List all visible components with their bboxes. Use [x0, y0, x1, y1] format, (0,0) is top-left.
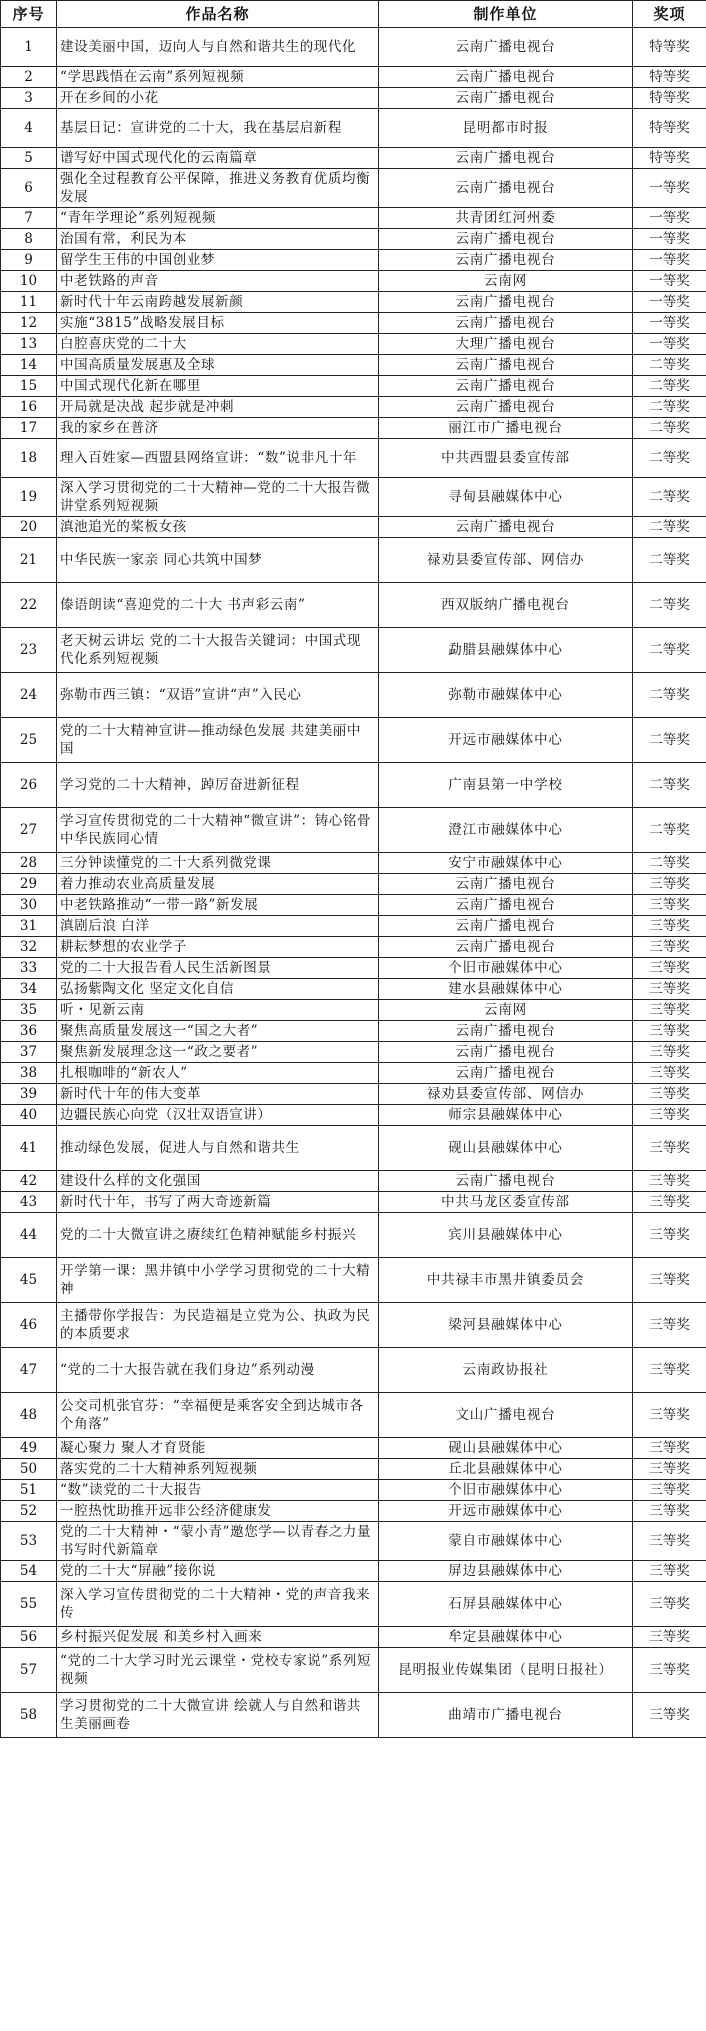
work-title-cell: 治国有常，利民为本 [57, 229, 379, 250]
producer-cell: 曲靖市广播电视台 [379, 1693, 633, 1738]
award-cell: 二等奖 [633, 808, 706, 853]
table-row [1, 1126, 706, 1171]
producer-cell: 云南政协报社 [379, 1348, 633, 1393]
award-cell: 三等奖 [633, 1522, 706, 1561]
work-title-cell: 建设美丽中国，迈向人与自然和谐共生的现代化 [57, 28, 379, 67]
table-row [1, 169, 706, 208]
row-number-cell: 11 [1, 292, 57, 313]
work-title-cell: 中老铁路推动“一带一路”新发展 [57, 895, 379, 916]
table-row [1, 1561, 706, 1582]
row-number-cell: 34 [1, 979, 57, 1000]
producer-cell: 云南广播电视台 [379, 1021, 633, 1042]
award-cell: 一等奖 [633, 313, 706, 334]
work-title-cell: 党的二十大报告看人民生活新图景 [57, 958, 379, 979]
work-title-cell: 主播带你学报告：为民造福是立党为公、执政为民的本质要求 [57, 1303, 379, 1348]
table-row [1, 1084, 706, 1105]
work-title-cell: 建设什么样的文化强国 [57, 1171, 379, 1192]
producer-cell: 云南广播电视台 [379, 1171, 633, 1192]
row-number-cell: 55 [1, 1582, 57, 1627]
award-cell: 三等奖 [633, 958, 706, 979]
table-row [1, 1258, 706, 1303]
work-title-cell: 党的二十大精神・“蒙小青”邀您学—以青春之力量书写时代新篇章 [57, 1522, 379, 1561]
work-title-cell: 中华民族一家亲 同心共筑中国梦 [57, 538, 379, 583]
table-row [1, 397, 706, 418]
table-row [1, 1303, 706, 1348]
work-title-cell: 新时代十年云南跨越发展新颜 [57, 292, 379, 313]
producer-cell: 云南广播电视台 [379, 517, 633, 538]
table-body [1, 28, 706, 1738]
table-row [1, 1348, 706, 1393]
work-title-cell: 弘扬紫陶文化 坚定文化自信 [57, 979, 379, 1000]
producer-cell: 共青团红河州委 [379, 208, 633, 229]
producer-cell: 云南网 [379, 1000, 633, 1021]
table-row [1, 313, 706, 334]
producer-cell: 云南广播电视台 [379, 355, 633, 376]
producer-cell: 云南广播电视台 [379, 88, 633, 109]
producer-cell: 云南广播电视台 [379, 916, 633, 937]
row-number-cell: 35 [1, 1000, 57, 1021]
award-cell: 三等奖 [633, 1084, 706, 1105]
row-number-cell: 42 [1, 1171, 57, 1192]
producer-cell: 牟定县融媒体中心 [379, 1627, 633, 1648]
work-title-cell: 傣语朗读“喜迎党的二十大 书声彩云南” [57, 583, 379, 628]
row-number-cell: 29 [1, 874, 57, 895]
table-row [1, 1192, 706, 1213]
row-number-cell: 27 [1, 808, 57, 853]
work-title-cell: 开局就是决战 起步就是冲刺 [57, 397, 379, 418]
row-number-cell: 56 [1, 1627, 57, 1648]
work-title-cell: 党的二十大精神宣讲—推动绿色发展 共建美丽中国 [57, 718, 379, 763]
award-cell: 三等奖 [633, 1648, 706, 1693]
table-row [1, 979, 706, 1000]
row-number-cell: 31 [1, 916, 57, 937]
table-row [1, 763, 706, 808]
row-number-cell: 8 [1, 229, 57, 250]
producer-cell: 云南广播电视台 [379, 895, 633, 916]
award-cell: 三等奖 [633, 1063, 706, 1084]
award-cell: 一等奖 [633, 334, 706, 355]
award-cell: 三等奖 [633, 874, 706, 895]
row-number-cell: 26 [1, 763, 57, 808]
producer-cell: 云南广播电视台 [379, 874, 633, 895]
row-number-cell: 16 [1, 397, 57, 418]
row-number-cell: 38 [1, 1063, 57, 1084]
award-cell: 一等奖 [633, 250, 706, 271]
work-title-cell: 着力推动农业高质量发展 [57, 874, 379, 895]
producer-cell: 云南广播电视台 [379, 169, 633, 208]
work-title-cell: “学思践悟在云南”系列短视频 [57, 67, 379, 88]
table-row [1, 376, 706, 397]
producer-cell: 师宗县融媒体中心 [379, 1105, 633, 1126]
award-cell: 特等奖 [633, 88, 706, 109]
row-number-cell: 49 [1, 1438, 57, 1459]
work-title-cell: 扎根咖啡的“新农人” [57, 1063, 379, 1084]
work-title-cell: 谱写好中国式现代化的云南篇章 [57, 148, 379, 169]
table-row [1, 67, 706, 88]
award-cell: 三等奖 [633, 1582, 706, 1627]
table-row [1, 28, 706, 67]
table-row [1, 1021, 706, 1042]
header-work-title: 作品名称 [57, 1, 379, 28]
producer-cell: 禄劝县委宣传部、网信办 [379, 538, 633, 583]
table-row [1, 250, 706, 271]
work-title-cell: 深入学习宣传贯彻党的二十大精神・党的声音我来传 [57, 1582, 379, 1627]
producer-cell: 梁河县融媒体中心 [379, 1303, 633, 1348]
table-row [1, 478, 706, 517]
producer-cell: 丘北县融媒体中心 [379, 1459, 633, 1480]
work-title-cell: 聚焦新发展理念这一“政之要者” [57, 1042, 379, 1063]
work-title-cell: 学习宣传贯彻党的二十大精神“微宣讲”：铸心铭骨中华民族同心情 [57, 808, 379, 853]
table-row [1, 1393, 706, 1438]
work-title-cell: 三分钟读懂党的二十大系列微党课 [57, 853, 379, 874]
work-title-cell: 中国式现代化新在哪里 [57, 376, 379, 397]
table-row [1, 334, 706, 355]
award-cell: 三等奖 [633, 1000, 706, 1021]
producer-cell: 安宁市融媒体中心 [379, 853, 633, 874]
work-title-cell: 公交司机张官芬：“幸福便是乘客安全到达城市各个角落” [57, 1393, 379, 1438]
award-cell: 特等奖 [633, 148, 706, 169]
table-row [1, 1105, 706, 1126]
producer-cell: 云南广播电视台 [379, 250, 633, 271]
table-row [1, 1480, 706, 1501]
award-cell: 二等奖 [633, 418, 706, 439]
table-row [1, 1213, 706, 1258]
work-title-cell: “党的二十大学习时光云课堂・党校专家说”系列短视频 [57, 1648, 379, 1693]
row-number-cell: 57 [1, 1648, 57, 1693]
row-number-cell: 20 [1, 517, 57, 538]
table-row [1, 109, 706, 148]
award-cell: 二等奖 [633, 478, 706, 517]
row-number-cell: 51 [1, 1480, 57, 1501]
row-number-cell: 15 [1, 376, 57, 397]
row-number-cell: 10 [1, 271, 57, 292]
row-number-cell: 14 [1, 355, 57, 376]
header-producer: 制作单位 [379, 1, 633, 28]
award-cell: 三等奖 [633, 1258, 706, 1303]
work-title-cell: 老天树云讲坛 党的二十大报告关键词：中国式现代化系列短视频 [57, 628, 379, 673]
producer-cell: 广南县第一中学校 [379, 763, 633, 808]
row-number-cell: 1 [1, 28, 57, 67]
producer-cell: 云南广播电视台 [379, 28, 633, 67]
work-title-cell: 边疆民族心向党（汉壮双语宣讲） [57, 1105, 379, 1126]
row-number-cell: 52 [1, 1501, 57, 1522]
work-title-cell: “党的二十大报告就在我们身边”系列动漫 [57, 1348, 379, 1393]
table-row [1, 628, 706, 673]
row-number-cell: 5 [1, 148, 57, 169]
producer-cell: 云南广播电视台 [379, 229, 633, 250]
producer-cell: 云南广播电视台 [379, 376, 633, 397]
row-number-cell: 40 [1, 1105, 57, 1126]
work-title-cell: 我的家乡在普济 [57, 418, 379, 439]
table-row [1, 1000, 706, 1021]
table-row [1, 1063, 706, 1084]
award-cell: 二等奖 [633, 517, 706, 538]
producer-cell: 云南广播电视台 [379, 397, 633, 418]
producer-cell: 云南广播电视台 [379, 937, 633, 958]
award-cell: 二等奖 [633, 376, 706, 397]
award-cell: 三等奖 [633, 895, 706, 916]
award-cell: 特等奖 [633, 67, 706, 88]
work-title-cell: 滇池追光的桨板女孩 [57, 517, 379, 538]
table-row [1, 1501, 706, 1522]
row-number-cell: 3 [1, 88, 57, 109]
row-number-cell: 37 [1, 1042, 57, 1063]
row-number-cell: 13 [1, 334, 57, 355]
table-row [1, 517, 706, 538]
table-row [1, 673, 706, 718]
producer-cell: 澄江市融媒体中心 [379, 808, 633, 853]
award-cell: 三等奖 [633, 1501, 706, 1522]
work-title-cell: 中国高质量发展惠及全球 [57, 355, 379, 376]
work-title-cell: 乡村振兴促发展 和美乡村入画来 [57, 1627, 379, 1648]
row-number-cell: 21 [1, 538, 57, 583]
producer-cell: 云南网 [379, 271, 633, 292]
row-number-cell: 17 [1, 418, 57, 439]
producer-cell: 昆明报业传媒集团（昆明日报社） [379, 1648, 633, 1693]
row-number-cell: 12 [1, 313, 57, 334]
work-title-cell: 聚焦高质量发展这一“国之大者” [57, 1021, 379, 1042]
row-number-cell: 18 [1, 439, 57, 478]
table-row [1, 1582, 706, 1627]
table-row [1, 1627, 706, 1648]
producer-cell: 云南广播电视台 [379, 148, 633, 169]
table-row [1, 229, 706, 250]
row-number-cell: 32 [1, 937, 57, 958]
row-number-cell: 4 [1, 109, 57, 148]
producer-cell: 大理广播电视台 [379, 334, 633, 355]
table-header [1, 1, 706, 28]
producer-cell: 禄劝县委宣传部、网信办 [379, 1084, 633, 1105]
table-row [1, 208, 706, 229]
table-row [1, 88, 706, 109]
producer-cell: 文山广播电视台 [379, 1393, 633, 1438]
row-number-cell: 41 [1, 1126, 57, 1171]
producer-cell: 蒙自市融媒体中心 [379, 1522, 633, 1561]
work-title-cell: 实施“3815”战略发展目标 [57, 313, 379, 334]
producer-cell: 云南广播电视台 [379, 1063, 633, 1084]
award-cell: 三等奖 [633, 1480, 706, 1501]
work-title-cell: 中老铁路的声音 [57, 271, 379, 292]
header-number: 序号 [1, 1, 57, 28]
row-number-cell: 58 [1, 1693, 57, 1738]
award-cell: 一等奖 [633, 292, 706, 313]
producer-cell: 中共马龙区委宣传部 [379, 1192, 633, 1213]
row-number-cell: 28 [1, 853, 57, 874]
row-number-cell: 50 [1, 1459, 57, 1480]
work-title-cell: 强化全过程教育公平保障，推进义务教育优质均衡发展 [57, 169, 379, 208]
producer-cell: 宾川县融媒体中心 [379, 1213, 633, 1258]
table-row [1, 1042, 706, 1063]
work-title-cell: 滇剧后浪 白洋 [57, 916, 379, 937]
award-cell: 三等奖 [633, 937, 706, 958]
award-cell: 一等奖 [633, 229, 706, 250]
table-row [1, 1522, 706, 1561]
row-number-cell: 45 [1, 1258, 57, 1303]
row-number-cell: 48 [1, 1393, 57, 1438]
award-cell: 二等奖 [633, 718, 706, 763]
award-cell: 一等奖 [633, 271, 706, 292]
award-cell: 二等奖 [633, 628, 706, 673]
row-number-cell: 43 [1, 1192, 57, 1213]
producer-cell: 石屏县融媒体中心 [379, 1582, 633, 1627]
award-cell: 二等奖 [633, 397, 706, 418]
table-row [1, 1171, 706, 1192]
award-cell: 二等奖 [633, 673, 706, 718]
award-cell: 三等奖 [633, 1042, 706, 1063]
row-number-cell: 30 [1, 895, 57, 916]
work-title-cell: 听・见新云南 [57, 1000, 379, 1021]
producer-cell: 西双版纳广播电视台 [379, 583, 633, 628]
award-cell: 三等奖 [633, 1105, 706, 1126]
row-number-cell: 39 [1, 1084, 57, 1105]
work-title-cell: 党的二十大微宣讲之赓续红色精神赋能乡村振兴 [57, 1213, 379, 1258]
producer-cell: 勐腊县融媒体中心 [379, 628, 633, 673]
table-row [1, 916, 706, 937]
work-title-cell: 理入百姓家—西盟县网络宣讲：“数”说非凡十年 [57, 439, 379, 478]
table-row [1, 148, 706, 169]
producer-cell: 昆明都市时报 [379, 109, 633, 148]
award-cell: 二等奖 [633, 853, 706, 874]
producer-cell: 丽江市广播电视台 [379, 418, 633, 439]
award-cell: 二等奖 [633, 763, 706, 808]
award-cell: 三等奖 [633, 1213, 706, 1258]
award-cell: 二等奖 [633, 583, 706, 628]
award-cell: 三等奖 [633, 1393, 706, 1438]
work-title-cell: 新时代十年，书写了两大奇迹新篇 [57, 1192, 379, 1213]
work-title-cell: 开学第一课：黑井镇中小学学习贯彻党的二十大精神 [57, 1258, 379, 1303]
header-award: 奖项 [633, 1, 706, 28]
row-number-cell: 33 [1, 958, 57, 979]
row-number-cell: 19 [1, 478, 57, 517]
table-row [1, 292, 706, 313]
row-number-cell: 44 [1, 1213, 57, 1258]
table-row [1, 1459, 706, 1480]
producer-cell: 云南广播电视台 [379, 67, 633, 88]
row-number-cell: 23 [1, 628, 57, 673]
work-title-cell: “数”读党的二十大报告 [57, 1480, 379, 1501]
award-cell: 二等奖 [633, 538, 706, 583]
award-cell: 三等奖 [633, 1348, 706, 1393]
producer-cell: 寻甸县融媒体中心 [379, 478, 633, 517]
row-number-cell: 47 [1, 1348, 57, 1393]
work-title-cell: 学习党的二十大精神，踔厉奋进新征程 [57, 763, 379, 808]
work-title-cell: 留学生王伟的中国创业梦 [57, 250, 379, 271]
award-cell: 三等奖 [633, 1459, 706, 1480]
row-number-cell: 24 [1, 673, 57, 718]
work-title-cell: 白腔喜庆党的二十大 [57, 334, 379, 355]
producer-cell: 云南广播电视台 [379, 1042, 633, 1063]
table-row [1, 538, 706, 583]
producer-cell: 云南广播电视台 [379, 292, 633, 313]
row-number-cell: 25 [1, 718, 57, 763]
award-cell: 三等奖 [633, 1561, 706, 1582]
table-row [1, 958, 706, 979]
work-title-cell: “青年学理论”系列短视频 [57, 208, 379, 229]
producer-cell: 建水县融媒体中心 [379, 979, 633, 1000]
award-cell: 三等奖 [633, 916, 706, 937]
work-title-cell: 深入学习贯彻党的二十大精神—党的二十大报告微讲堂系列短视频 [57, 478, 379, 517]
table-row [1, 718, 706, 763]
row-number-cell: 46 [1, 1303, 57, 1348]
award-cell: 一等奖 [633, 169, 706, 208]
producer-cell: 中共西盟县委宣传部 [379, 439, 633, 478]
award-cell: 三等奖 [633, 1438, 706, 1459]
work-title-cell: 学习贯彻党的二十大微宣讲 绘就人与自然和谐共生美丽画卷 [57, 1693, 379, 1738]
producer-cell: 砚山县融媒体中心 [379, 1438, 633, 1459]
award-cell: 三等奖 [633, 1627, 706, 1648]
work-title-cell: 耕耘梦想的农业学子 [57, 937, 379, 958]
work-title-cell: 开在乡间的小花 [57, 88, 379, 109]
table-row [1, 874, 706, 895]
producer-cell: 弥勒市融媒体中心 [379, 673, 633, 718]
award-cell: 三等奖 [633, 979, 706, 1000]
award-cell: 三等奖 [633, 1171, 706, 1192]
table-row [1, 583, 706, 628]
row-number-cell: 54 [1, 1561, 57, 1582]
table-row [1, 418, 706, 439]
award-cell: 三等奖 [633, 1192, 706, 1213]
work-title-cell: 落实党的二十大精神系列短视频 [57, 1459, 379, 1480]
table-row [1, 355, 706, 376]
award-cell: 一等奖 [633, 208, 706, 229]
table-row [1, 853, 706, 874]
table-row [1, 1648, 706, 1693]
award-cell: 三等奖 [633, 1021, 706, 1042]
award-cell: 特等奖 [633, 28, 706, 67]
table-row [1, 439, 706, 478]
work-title-cell: 党的二十大“屏融”接你说 [57, 1561, 379, 1582]
table-row [1, 895, 706, 916]
row-number-cell: 22 [1, 583, 57, 628]
work-title-cell: 基层日记：宣讲党的二十大，我在基层启新程 [57, 109, 379, 148]
work-title-cell: 推动绿色发展，促进人与自然和谐共生 [57, 1126, 379, 1171]
row-number-cell: 6 [1, 169, 57, 208]
producer-cell: 屏边县融媒体中心 [379, 1561, 633, 1582]
work-title-cell: 凝心聚力 聚人才育贤能 [57, 1438, 379, 1459]
table-row [1, 1693, 706, 1738]
producer-cell: 个旧市融媒体中心 [379, 958, 633, 979]
award-cell: 三等奖 [633, 1126, 706, 1171]
row-number-cell: 36 [1, 1021, 57, 1042]
table-row [1, 271, 706, 292]
row-number-cell: 53 [1, 1522, 57, 1561]
table-row [1, 808, 706, 853]
award-cell: 三等奖 [633, 1693, 706, 1738]
award-cell: 二等奖 [633, 355, 706, 376]
producer-cell: 砚山县融媒体中心 [379, 1126, 633, 1171]
row-number-cell: 7 [1, 208, 57, 229]
award-cell: 特等奖 [633, 109, 706, 148]
work-title-cell: 新时代十年的伟大变革 [57, 1084, 379, 1105]
producer-cell: 个旧市融媒体中心 [379, 1480, 633, 1501]
producer-cell: 云南广播电视台 [379, 313, 633, 334]
producer-cell: 开远市融媒体中心 [379, 718, 633, 763]
work-title-cell: 一腔热忱助推开远非公经济健康发 [57, 1501, 379, 1522]
row-number-cell: 9 [1, 250, 57, 271]
row-number-cell: 2 [1, 67, 57, 88]
producer-cell: 开远市融媒体中心 [379, 1501, 633, 1522]
award-cell: 三等奖 [633, 1303, 706, 1348]
award-cell: 二等奖 [633, 439, 706, 478]
producer-cell: 中共禄丰市黑井镇委员会 [379, 1258, 633, 1303]
table-row [1, 1438, 706, 1459]
work-title-cell: 弥勒市西三镇：“双语”宣讲“声”入民心 [57, 673, 379, 718]
table-row [1, 937, 706, 958]
